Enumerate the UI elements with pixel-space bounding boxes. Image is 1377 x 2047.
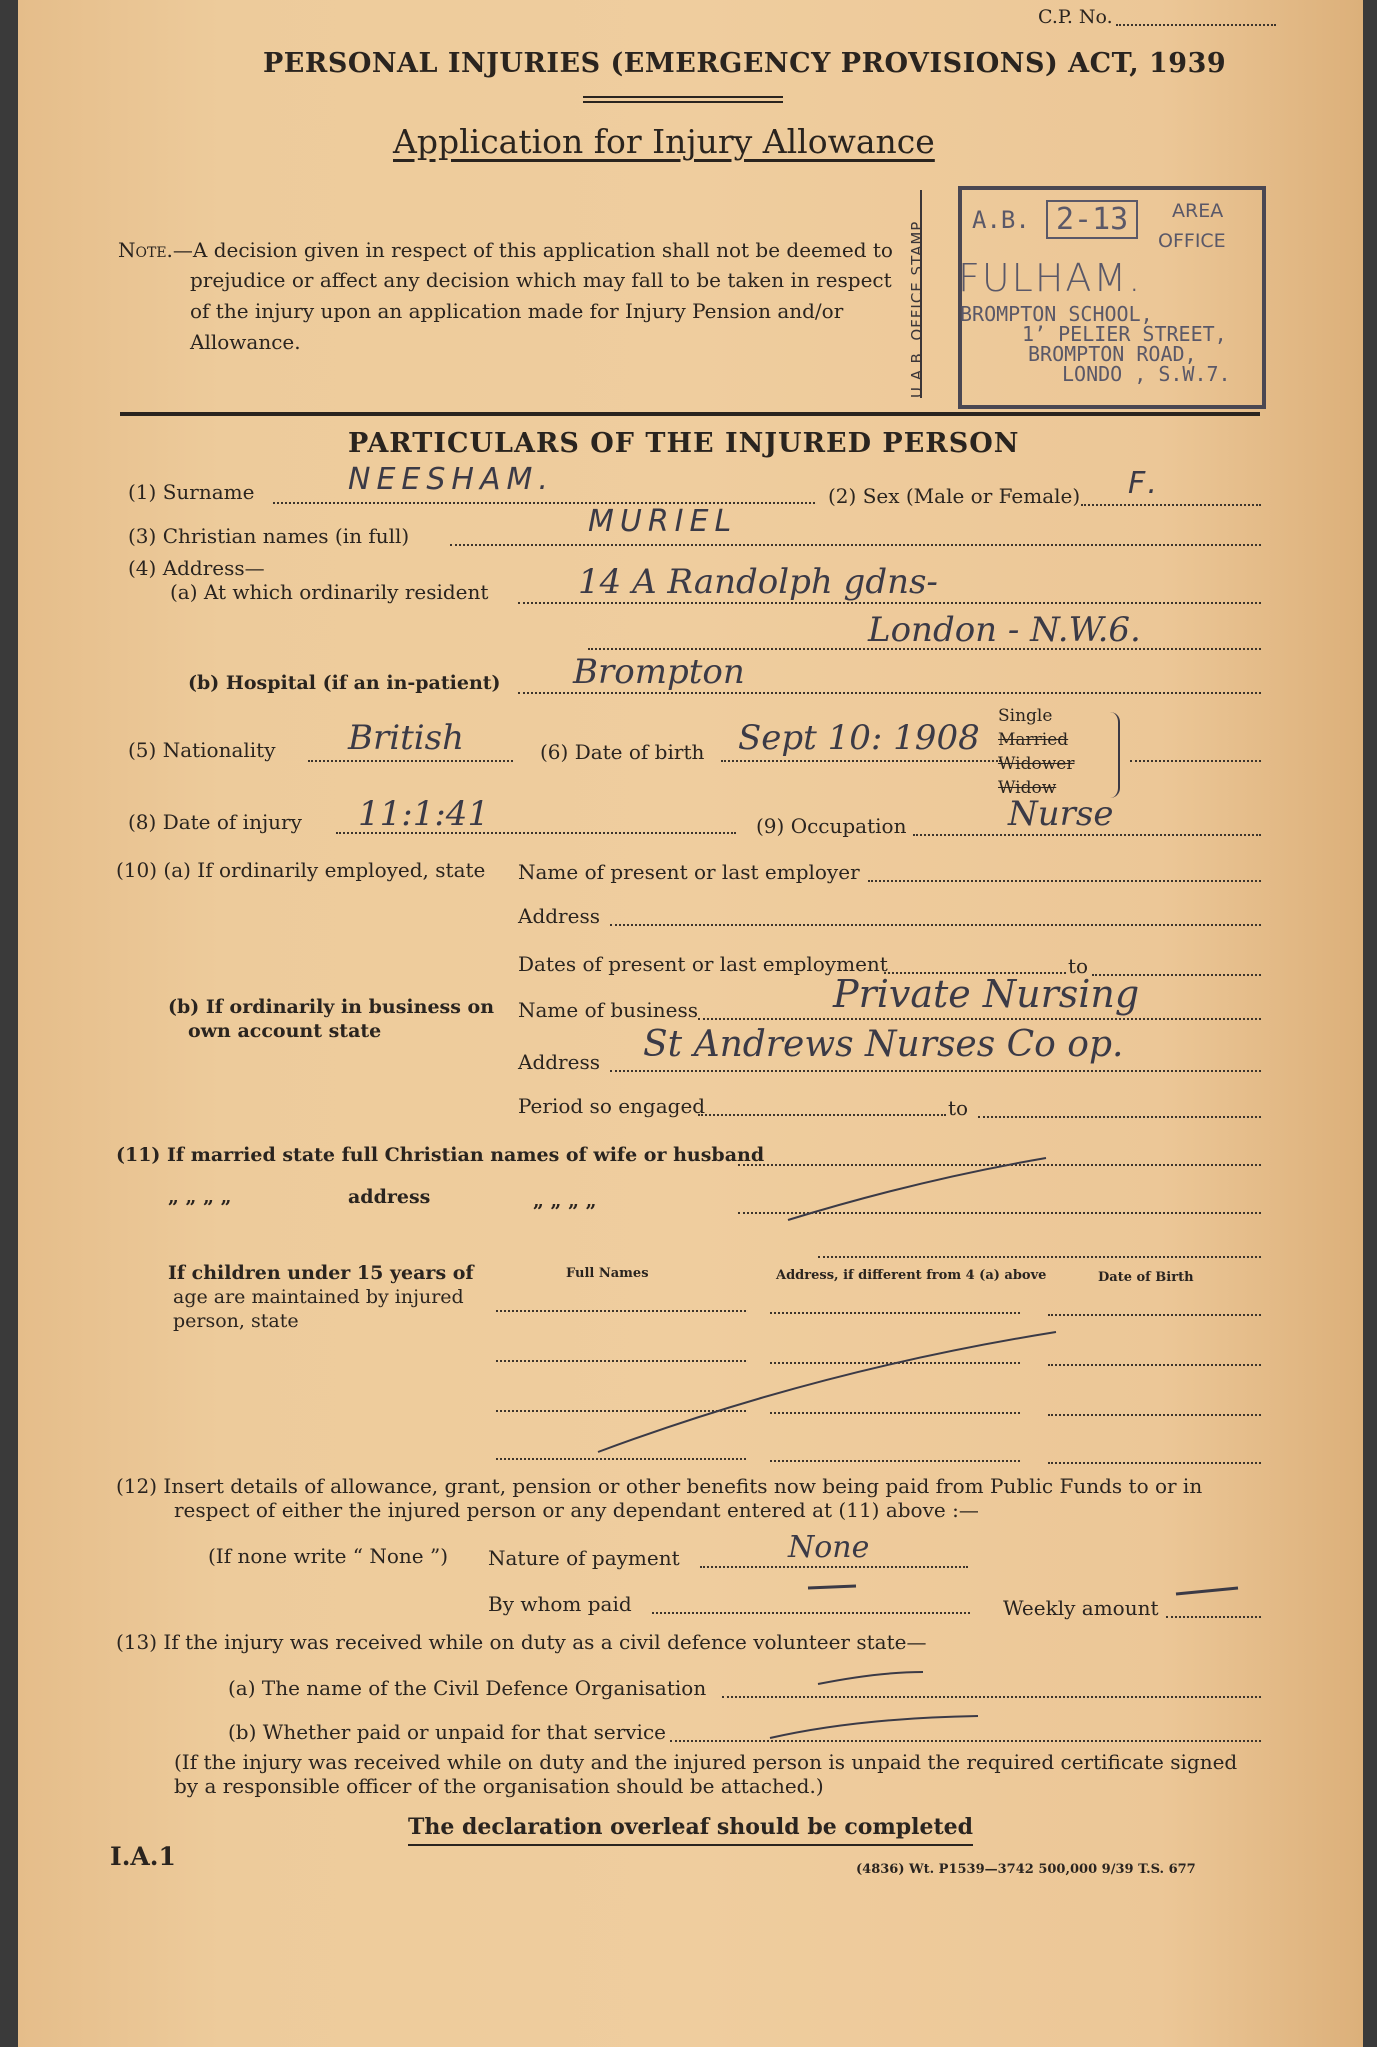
spouse-address-label: address [348, 1186, 431, 1208]
business-name-value: Private Nursing [833, 972, 1140, 1016]
children-label-3: person, state [173, 1310, 299, 1332]
employer-address-label: Address [518, 904, 600, 928]
sex-label: (2) Sex (Male or Female) [828, 484, 1081, 508]
surname-value: NEESHAM. [348, 462, 554, 497]
org-strike [818, 1672, 923, 1684]
q10b-label-1: (b) If ordinarily in business on [168, 996, 495, 1018]
q12-line-2: respect of either the injured person or any dependant entered at (11) above :— [174, 1498, 979, 1522]
sex-value: F. [1128, 466, 1163, 501]
nature-of-payment-field[interactable] [700, 1566, 968, 1568]
injury-date-value: 11:1:41 [358, 794, 490, 834]
address-a-value-1: 14 A Randolph gdns- [578, 562, 938, 602]
by-whom-paid-field[interactable] [652, 1612, 970, 1614]
paid-unpaid-label: (b) Whether paid or unpaid for that service [228, 1720, 666, 1744]
employment-dates-label: Dates of present or last employment [518, 952, 888, 976]
business-address-value: St Andrews Nurses Co op. [643, 1024, 1124, 1065]
stamp-address-1: BROMPTON SCHOOL, [960, 302, 1153, 326]
dob-label: (6) Date of birth [540, 740, 705, 764]
nationality-value: British [348, 718, 464, 758]
section-title: PARTICULARS OF THE INJURED PERSON [348, 428, 1020, 459]
paid-unpaid-field[interactable] [670, 1740, 1261, 1742]
children-strike [598, 1332, 1056, 1452]
christian-names-value: MURIEL [588, 504, 738, 539]
org-name-field[interactable] [722, 1696, 1261, 1698]
marital-widower: Widower [998, 754, 1075, 774]
spouse-ditto-left: „ „ „ „ [168, 1186, 232, 1208]
note-line-4: Allowance. [190, 330, 301, 354]
by-whom-paid-label: By whom paid [488, 1592, 632, 1616]
form-title: Application for Injury Allowance [393, 122, 935, 161]
by-whom-dash [808, 1586, 856, 1588]
period-to-label: to [948, 1096, 969, 1120]
nature-of-payment-value: None [788, 1530, 870, 1565]
q11-label: (11) If married state full Christian names of wife or husband [116, 1144, 765, 1166]
address-a-value-2: London - N.W.6. [868, 610, 1141, 650]
marital-married: Married [998, 730, 1069, 750]
q10a-label: (10) (a) If ordinarily employed, state [116, 858, 486, 882]
note-line-2: prejudice or affect any decision which may fall to be taken in respect [190, 268, 892, 292]
cp-no-label: C.P. No. [1038, 6, 1113, 28]
q10b-label-2: own account state [188, 1020, 382, 1042]
stamp-area: AREA [1172, 200, 1224, 222]
spouse-ditto-right: „ „ „ „ [533, 1190, 597, 1212]
marital-widow: Widow [998, 778, 1057, 798]
weekly-amount-field[interactable] [1166, 1616, 1261, 1618]
address-a-label: (a) At which ordinarily resident [170, 580, 489, 604]
weekly-dash [1176, 1588, 1238, 1594]
stamp-ab: A.B. [972, 206, 1030, 234]
nature-of-payment-label: Nature of payment [488, 1546, 680, 1570]
stamp-address-4: LONDO , S.W.7. [1062, 362, 1231, 386]
occupation-value: Nurse [1008, 794, 1114, 834]
marital-single: Single [998, 706, 1053, 726]
civil-defence-note-2: by a responsible officer of the organisation should be attached.) [174, 1774, 824, 1798]
injury-date-label: (8) Date of injury [128, 810, 302, 834]
hospital-value: Brompton [573, 652, 745, 692]
if-none-note: (If none write “ None ”) [208, 1544, 448, 1568]
q12-line-1: (12) Insert details of allowance, grant, pension or other benefits now being paid from Public Funds to or in [116, 1474, 1203, 1498]
stamp-office: OFFICE [1158, 230, 1226, 252]
stamp-address-2: 1’ PELIER STREET, [1022, 322, 1227, 346]
children-col-dob: Date of Birth [1098, 1270, 1194, 1285]
note-label: Note. [118, 238, 173, 262]
paid-strike [770, 1716, 978, 1738]
children-label-2: age are maintained by injured [173, 1286, 464, 1308]
note-text-1: —A decision given in respect of this application shall not be deemed to [172, 238, 893, 262]
employer-label: Name of present or last employer [518, 860, 860, 884]
nationality-label: (5) Nationality [128, 738, 276, 762]
children-label-1: If children under 15 years of [168, 1262, 474, 1284]
christian-names-label: (3) Christian names (in full) [128, 524, 410, 548]
spouse-strike [788, 1158, 1046, 1220]
children-col-names: Full Names [566, 1266, 649, 1281]
employment-to-label: to [1068, 954, 1089, 978]
children-col-address: Address, if different from 4 (a) above [776, 1268, 1047, 1283]
surname-label: (1) Surname [128, 480, 255, 504]
form-code: I.A.1 [110, 1842, 176, 1871]
weekly-amount-label: Weekly amount [1003, 1596, 1159, 1620]
hospital-label: (b) Hospital (if an in-patient) [188, 672, 501, 694]
stamp-office-name: FULHAM. [958, 256, 1143, 300]
org-name-label: (a) The name of the Civil Defence Organisation [228, 1676, 707, 1700]
address-label: (4) Address— [128, 556, 265, 580]
business-address-label: Address [518, 1050, 600, 1074]
note-line-3: of the injury upon an application made for Injury Pension and/or [190, 299, 844, 323]
q13-label: (13) If the injury was received while on duty as a civil defence volunteer state— [116, 1630, 927, 1654]
civil-defence-note-1: (If the injury was received while on duty and the injured person is unpaid the required certificate signed [174, 1750, 1238, 1774]
declaration-note: The declaration overleaf should be completed [408, 1814, 973, 1846]
period-engaged-label: Period so engaged [518, 1094, 706, 1118]
stamp-side-label: U.A.B. OFFICE STAMP [908, 220, 926, 398]
stamp-address-3: BROMPTON ROAD, [1028, 342, 1197, 366]
application-form-page [18, 0, 1363, 2047]
act-title: PERSONAL INJURIES (EMERGENCY PROVISIONS) ACT, 1939 [263, 48, 1227, 79]
occupation-label: (9) Occupation [756, 814, 907, 838]
business-name-label: Name of business [518, 998, 698, 1022]
dob-value: Sept 10: 1908 [738, 718, 980, 758]
print-reference: (4836) Wt. P1539—3742 500,000 9/39 T.S. 677 [856, 1862, 1196, 1877]
stamp-code: 2-13 [1046, 200, 1138, 239]
